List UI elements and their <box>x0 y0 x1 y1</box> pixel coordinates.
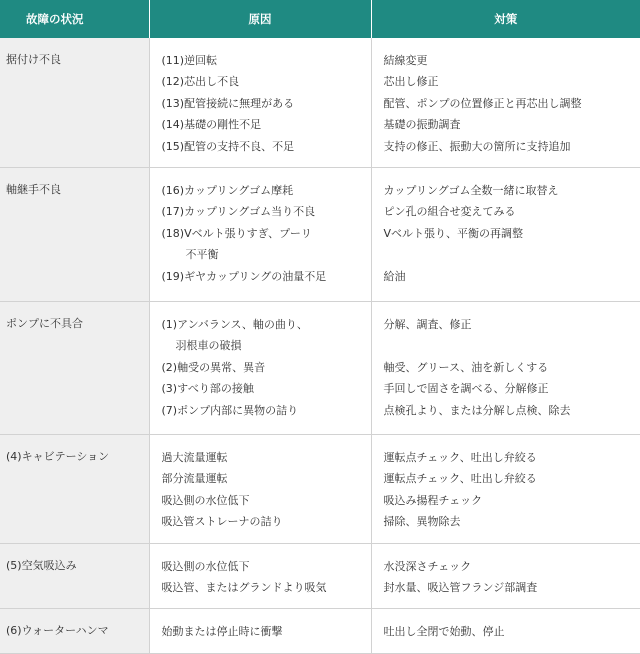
cause-line: (1)アンバランス、軸の曲り、 <box>162 314 371 335</box>
situation-cell: 据付け不良 <box>0 38 149 167</box>
cause-line: (17)カップリングゴム当り不良 <box>162 201 371 222</box>
remedy-line: ピン孔の組合せ変えてみる <box>384 201 640 222</box>
table-row <box>0 167 640 301</box>
remedy-cell <box>371 301 640 434</box>
cause-line: 吸込管、またはグランドより吸気 <box>162 577 371 598</box>
remedy-line: 配管、ポンプの位置修正と再芯出し調整 <box>384 93 640 114</box>
remedy-line: 軸受、グリース、油を新しくする <box>384 357 640 378</box>
header-cause: 原因 <box>149 0 371 38</box>
remedy-line <box>384 244 640 265</box>
cause-line: (15)配管の支持不良、不足 <box>162 136 371 157</box>
remedy-line: 掃除、異物除去 <box>384 511 640 532</box>
situation-cell: (6)ウォーターハンマ <box>0 609 149 653</box>
remedy-line: 結線変更 <box>384 50 640 71</box>
cause-line: (18)Vベルト張りすぎ、プーリ <box>162 223 371 244</box>
cause-cell <box>149 301 371 434</box>
remedy-line: Vベルト張り、平衡の再調整 <box>384 223 640 244</box>
remedy-line: カップリングゴム全数一緒に取替え <box>384 180 640 201</box>
remedy-line: 運転点チェック、吐出し弁絞る <box>384 447 640 468</box>
remedy-line: 基礎の振動調査 <box>384 114 640 135</box>
cause-cell <box>149 167 371 301</box>
table-row <box>0 543 640 609</box>
cause-line: (12)芯出し不良 <box>162 71 371 92</box>
remedy-cell <box>371 434 640 543</box>
table-row <box>0 301 640 434</box>
cause-line: 始動または停止時に衝撃 <box>162 621 371 642</box>
cause-line: (7)ポンプ内部に異物の詰り <box>162 400 371 421</box>
situation-cell: (5)空気吸込み <box>0 543 149 609</box>
remedy-line: 水没深さチェック <box>384 556 640 577</box>
situation-cell: 軸継手不良 <box>0 167 149 301</box>
header-situation: 故障の状況 <box>0 0 149 38</box>
remedy-cell <box>371 543 640 609</box>
cause-line: 過大流量運転 <box>162 447 371 468</box>
cause-cell <box>149 434 371 543</box>
cause-line: 羽根車の破損 <box>162 335 371 356</box>
remedy-line: 芯出し修正 <box>384 71 640 92</box>
cause-line: (2)軸受の異常、異音 <box>162 357 371 378</box>
situation-cell: ポンプに不具合 <box>0 301 149 434</box>
table-row <box>0 434 640 543</box>
cause-line: 部分流量運転 <box>162 468 371 489</box>
cause-line: 吸込側の水位低下 <box>162 490 371 511</box>
remedy-line: 分解、調査、修正 <box>384 314 640 335</box>
remedy-line: 給油 <box>384 266 640 287</box>
remedy-cell <box>371 167 640 301</box>
remedy-line: 運転点チェック、吐出し弁絞る <box>384 468 640 489</box>
remedy-line: 手回しで固さを調べる、分解修正 <box>384 378 640 399</box>
cause-cell <box>149 609 371 653</box>
remedy-line: 支持の修正、振動大の箇所に支持追加 <box>384 136 640 157</box>
remedy-cell <box>371 38 640 167</box>
remedy-line <box>384 335 640 356</box>
remedy-line: 点検孔より、または分解し点検、除去 <box>384 400 640 421</box>
header-row <box>0 0 640 38</box>
remedy-cell <box>371 609 640 653</box>
remedy-line: 封水量、吸込管フランジ部調査 <box>384 577 640 598</box>
situation-cell: (4)キャビテーション <box>0 434 149 543</box>
remedy-line: 吐出し全閉で始動、停止 <box>384 621 640 642</box>
cause-line: (13)配管接続に無理がある <box>162 93 371 114</box>
table-row <box>0 38 640 167</box>
cause-line: 不平衡 <box>162 244 371 265</box>
cause-line: (11)逆回転 <box>162 50 371 71</box>
cause-line: 吸込側の水位低下 <box>162 556 371 577</box>
cause-line: (19)ギヤカップリングの油量不足 <box>162 266 371 287</box>
remedy-line: 吸込み揚程チェック <box>384 490 640 511</box>
table-row <box>0 609 640 653</box>
cause-line: (16)カップリングゴム摩耗 <box>162 180 371 201</box>
cause-line: (14)基礎の剛性不足 <box>162 114 371 135</box>
cause-line: 吸込管ストレーナの詰り <box>162 511 371 532</box>
cause-cell <box>149 38 371 167</box>
cause-line: (3)すべり部の接触 <box>162 378 371 399</box>
cause-cell <box>149 543 371 609</box>
header-remedy: 対策 <box>371 0 640 38</box>
